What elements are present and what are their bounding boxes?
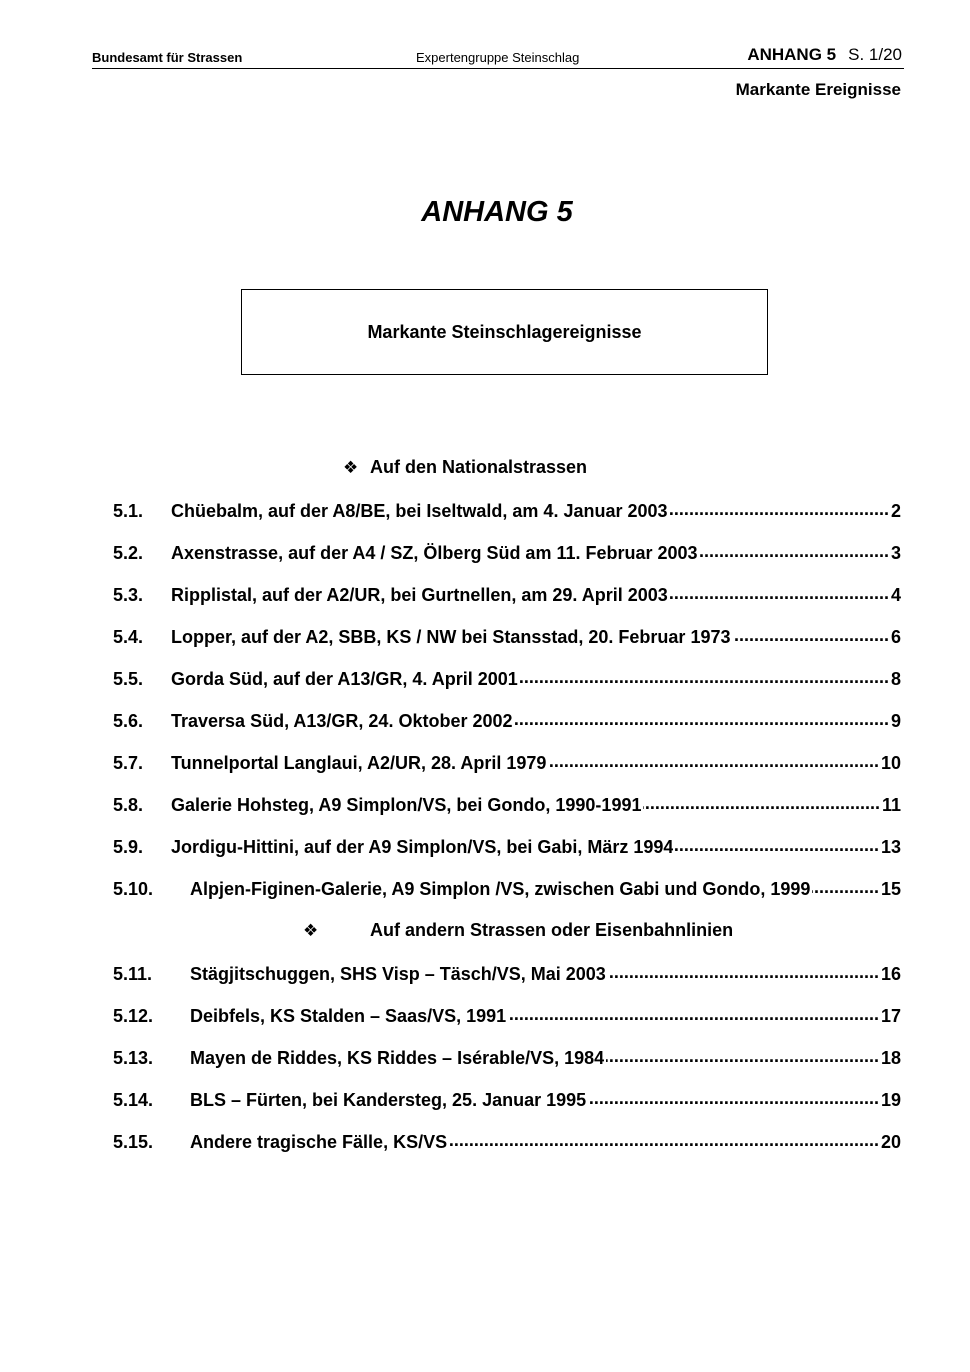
toc-dot-leader: [700, 541, 889, 559]
toc-entry-number: 5.8.: [113, 795, 144, 815]
toc-entry-title: Ripplistal, auf der A2/UR, bei Gurtnellen, am 29. April 2003: [171, 585, 668, 605]
toc-dot-leader: [608, 962, 879, 980]
header-annex-label: ANHANG 5: [747, 45, 837, 64]
toc-entry-number: 5.14.: [113, 1090, 154, 1110]
toc-entry[interactable]: [113, 1130, 901, 1152]
toc-entry[interactable]: [113, 499, 901, 521]
toc-dot-leader: [508, 1004, 879, 1022]
boxed-title-text: Markante Steinschlagereignisse: [367, 321, 642, 342]
boxed-title: [241, 289, 768, 375]
page-header: [92, 44, 904, 69]
toc-entry-title: Gorda Süd, auf der A13/GR, 4. April 2001: [171, 669, 518, 689]
toc-dot-leader: [670, 499, 889, 517]
toc-entry[interactable]: [113, 1004, 901, 1026]
toc-entry[interactable]: [113, 962, 901, 984]
toc-entry-title: Alpjen-Figinen-Galerie, A9 Simplon /VS, zwischen Gabi und Gondo, 1999: [190, 879, 811, 899]
toc-entry-number: 5.10.: [113, 879, 154, 899]
toc-entry[interactable]: [113, 1088, 901, 1110]
toc-entry-title: Jordigu-Hittini, auf der A9 Simplon/VS, bei Gabi, März 1994: [171, 837, 674, 857]
toc-entry-title: Andere tragische Fälle, KS/VS: [190, 1132, 448, 1152]
toc-entry-page: 3: [890, 543, 901, 563]
toc-entry[interactable]: [113, 541, 901, 563]
toc-entry[interactable]: [113, 667, 901, 689]
toc-entry-number: 5.11.: [113, 964, 153, 984]
toc-entry[interactable]: [113, 835, 901, 857]
toc-entry-title: BLS – Fürten, bei Kandersteg, 25. Januar 1995: [190, 1090, 587, 1110]
toc-entry-title: Axenstrasse, auf der A4 / SZ, Ölberg Süd am 11. Februar 2003: [171, 543, 698, 563]
toc-dot-leader: [588, 1088, 879, 1106]
toc-entry-number: 5.9.: [113, 837, 144, 857]
toc-entry-title: Traversa Süd, A13/GR, 24. Oktober 2002: [171, 711, 513, 731]
toc-entry-page: 19: [880, 1090, 901, 1110]
page-title: ANHANG 5: [421, 196, 573, 228]
header-group: Expertengruppe Steinschlag: [416, 50, 580, 65]
toc-entry-number: 5.7.: [113, 753, 144, 773]
toc-section-heading-text: Auf den Nationalstrassen: [370, 457, 588, 477]
toc-entry-page: 10: [880, 753, 901, 773]
toc-dot-leader: [670, 583, 889, 601]
toc-dot-leader: [548, 751, 879, 769]
toc-dot-leader: [515, 709, 889, 727]
diamond-bullet-icon: ❖: [343, 458, 359, 478]
toc-dot-leader: [733, 625, 889, 643]
diamond-bullet-icon: ❖: [303, 921, 319, 941]
toc-entry-page: 15: [880, 879, 901, 899]
toc-dot-leader: [675, 835, 879, 853]
toc-entry-number: 5.4.: [113, 627, 144, 647]
toc-entry-page: 18: [880, 1048, 901, 1068]
toc-dot-leader: [643, 793, 879, 811]
toc-entry-page: 6: [890, 627, 901, 647]
toc-entry-title: Chüebalm, auf der A8/BE, bei Iseltwald, am 4. Januar 2003: [171, 501, 668, 521]
toc-entry[interactable]: [113, 751, 901, 773]
toc-entry-page: 13: [880, 837, 901, 857]
toc-entry-page: 17: [880, 1006, 901, 1026]
toc-entry-number: 5.12.: [113, 1006, 154, 1026]
toc-entry[interactable]: [113, 583, 901, 605]
toc-entry[interactable]: [113, 625, 901, 647]
toc-entry-number: 5.13.: [113, 1048, 154, 1068]
toc-entry-page: 16: [880, 964, 901, 984]
header-organization: Bundesamt für Strassen: [92, 50, 243, 65]
toc-entry-page: 4: [890, 585, 901, 605]
toc-dot-leader: [606, 1046, 879, 1064]
toc-entry-number: 5.3.: [113, 585, 144, 605]
toc-entry-title: Mayen de Riddes, KS Riddes – Isérable/VS, 1984: [190, 1048, 605, 1068]
toc-entry-number: 5.1.: [113, 501, 144, 521]
toc-entry-title: Deibfels, KS Stalden – Saas/VS, 1991: [190, 1006, 507, 1026]
toc-entry-number: 5.5.: [113, 669, 144, 689]
toc-entry-page: 8: [890, 669, 901, 689]
toc-entry[interactable]: [113, 877, 901, 899]
header-page-number: S. 1/20: [848, 45, 902, 64]
toc-entry-page: 9: [890, 711, 901, 731]
toc-entry-title: Tunnelportal Langlaui, A2/UR, 28. April 1979: [171, 753, 547, 773]
header-page-info: [747, 45, 902, 65]
toc-entry-number: 5.6.: [113, 711, 144, 731]
toc-dot-leader: [520, 667, 889, 685]
toc-entry-page: 2: [890, 501, 901, 521]
toc-entry-number: 5.15.: [113, 1132, 154, 1152]
toc-section-heading-text: Auf andern Strassen oder Eisenbahnlinien: [370, 920, 734, 940]
toc-entry-number: 5.2.: [113, 543, 144, 563]
toc-dot-leader: [449, 1130, 879, 1148]
toc-entry[interactable]: [113, 1046, 901, 1068]
toc-entry-page: 20: [880, 1132, 901, 1152]
toc-dot-leader: [812, 877, 879, 895]
toc-entry-title: Galerie Hohsteg, A9 Simplon/VS, bei Gondo, 1990-1991: [171, 795, 642, 815]
toc-entry-page: 11: [881, 795, 901, 815]
toc-entry-title: Lopper, auf der A2, SBB, KS / NW bei Stansstad, 20. Februar 1973: [171, 627, 731, 647]
toc-entry[interactable]: [113, 709, 901, 731]
toc-entry[interactable]: [113, 793, 901, 815]
toc-entry-title: Stägjitschuggen, SHS Visp – Täsch/VS, Mai 2003: [190, 964, 606, 984]
toc-section-heading: [303, 920, 733, 942]
toc-section-heading: [343, 457, 587, 479]
header-subtitle: Markante Ereignisse: [735, 80, 901, 99]
